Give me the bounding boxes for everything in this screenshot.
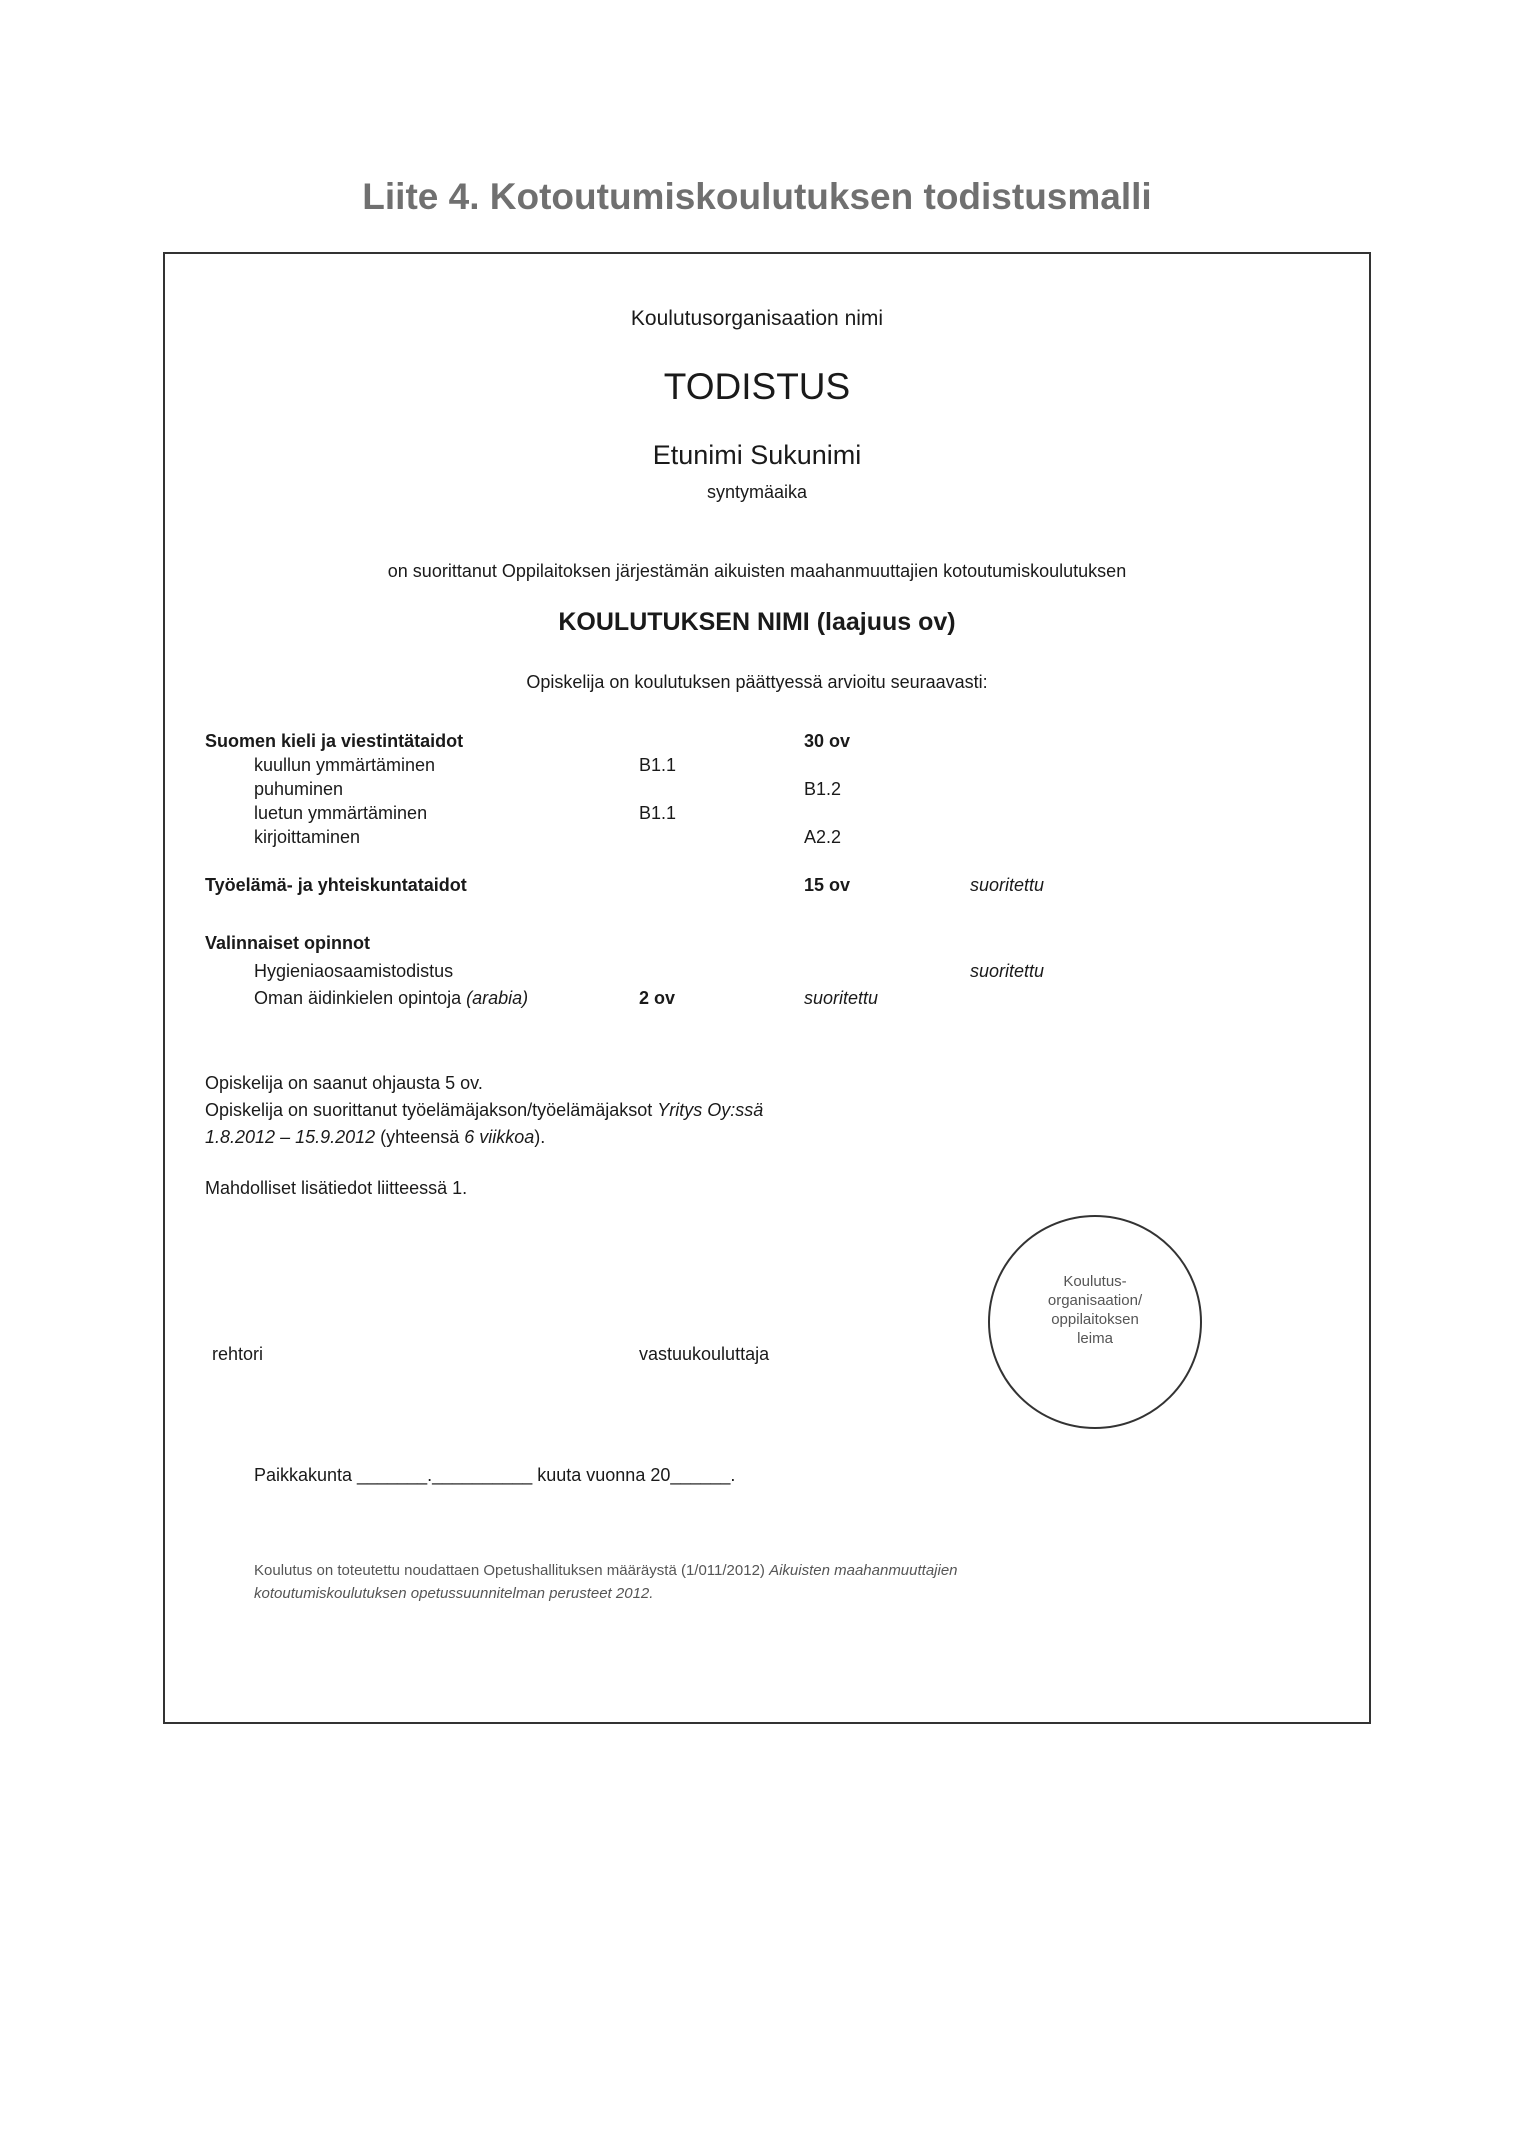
organisation-name: Koulutusorganisaation nimi: [630, 307, 884, 330]
internship-prefix: Opiskelija on suorittanut työelämäjakson/työelämäjaksot: [205, 1100, 653, 1120]
birthdate-label: syntymäaika: [706, 482, 808, 502]
footnote-text: Koulutus on toteutettu noudattaen Opetushallituksen määräystä (1/011/2012): [254, 1562, 765, 1579]
certificate-heading: TODISTUS: [663, 366, 851, 407]
electives-title: Valinnaiset opinnot: [205, 933, 371, 953]
guidance-text: Opiskelija on saanut ohjausta 5 ov.: [205, 1073, 483, 1093]
footnote-title-line-2: kotoutumiskoulutuksen opetussuunnitelman perusteet 2012.: [254, 1585, 654, 1602]
completion-text: on suorittanut Oppilaitoksen järjestämän aikuisten maahanmuuttajien kotoutumiskoulutuksen: [387, 561, 1127, 581]
working-life-title: Työelämä- ja yhteiskuntataidot: [205, 875, 467, 895]
mother-tongue-status: suoritettu: [804, 988, 879, 1008]
signature-trainer: vastuukouluttaja: [639, 1344, 770, 1364]
skill-name: kuullun ymmärtäminen: [254, 755, 436, 775]
internship-total-weeks: 6 viikkoa: [464, 1127, 535, 1147]
internship-dates: 1.8.2012 – 15.9.2012: [205, 1127, 376, 1147]
mother-tongue-row: [254, 988, 528, 1009]
footnote-title-line-1: Aikuisten maahanmuuttajien: [769, 1562, 958, 1579]
footnote-line-1: [254, 1562, 958, 1579]
signature-principal: rehtori: [212, 1344, 264, 1364]
internship-company: Yritys Oy:ssä: [657, 1100, 764, 1120]
skill-name: kirjoittaminen: [254, 827, 361, 847]
internship-total-close: ).: [534, 1127, 546, 1147]
internship-total-open: (yhteensä: [380, 1127, 465, 1147]
hygiene-name: Hygieniaosaamistodistus: [254, 961, 454, 981]
student-name: Etunimi Sukunimi: [652, 440, 862, 470]
skill-level: B1.2: [804, 779, 842, 799]
language-credits: 30 ov: [804, 731, 851, 751]
mother-tongue-name: Oman äidinkielen opintoja: [254, 988, 462, 1008]
seal-text: Koulutus- organisaation/ oppilaitoksen leima: [1047, 1273, 1143, 1347]
working-life-credits: 15 ov: [804, 875, 851, 895]
internship-line-1: [205, 1100, 763, 1121]
page-title: Liite 4. Kotoutumiskoulutuksen todistusmalli: [362, 176, 1152, 217]
assessment-intro: Opiskelija on koulutuksen päättyessä arvioitu seuraavasti:: [526, 672, 988, 692]
skill-name: puhuminen: [254, 779, 344, 799]
language-section-title: Suomen kieli ja viestintätaidot: [205, 731, 464, 751]
mother-tongue-language: (arabia): [466, 988, 529, 1008]
mother-tongue-credits: 2 ov: [639, 988, 676, 1008]
skill-name: luetun ymmärtäminen: [254, 803, 428, 823]
hygiene-status: suoritettu: [970, 961, 1045, 981]
internship-line-2: [205, 1127, 545, 1148]
skill-level: B1.1: [639, 755, 677, 775]
skill-level: A2.2: [804, 827, 842, 847]
course-name: KOULUTUKSEN NIMI (laajuus ov): [558, 608, 956, 636]
place-date-line: Paikkakunta _______.__________ kuuta vuonna 20______.: [254, 1465, 736, 1485]
working-life-status: suoritettu: [970, 875, 1045, 895]
skill-level: B1.1: [639, 803, 677, 823]
additional-info: Mahdolliset lisätiedot liitteessä 1.: [205, 1178, 468, 1198]
